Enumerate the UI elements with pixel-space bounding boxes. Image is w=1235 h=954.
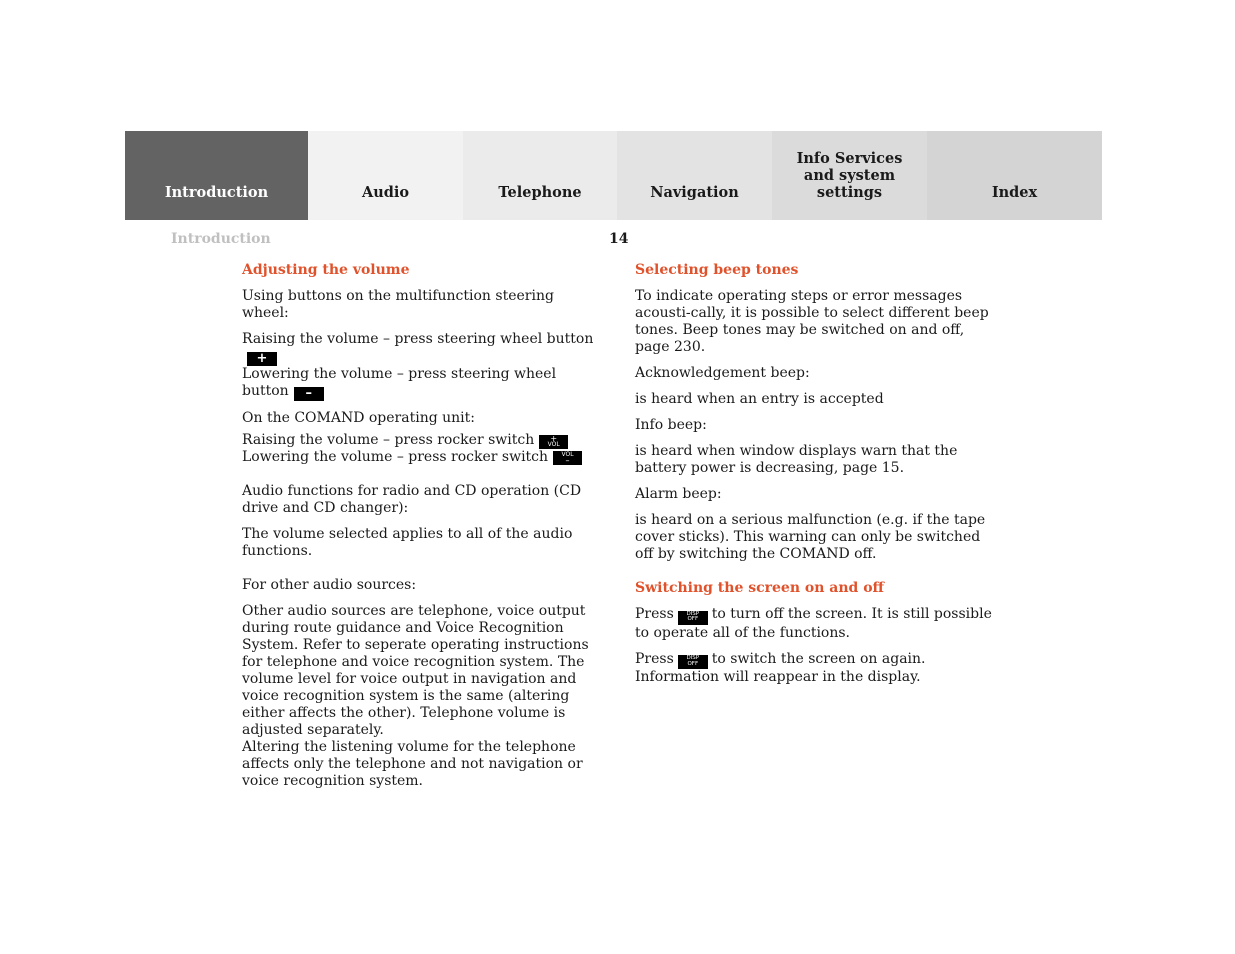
left-column [242, 262, 602, 790]
tab-telephone[interactable]: Telephone [463, 131, 617, 220]
paragraph: is heard on a serious malfunction (e.g. if the tape cover sticks). This warning can only be switched off by switching the COMAND off. [635, 512, 986, 562]
paragraph: Acknowledgement beep: [635, 365, 810, 381]
text: Press [635, 650, 674, 667]
tab-navigation[interactable]: Navigation [617, 131, 772, 220]
text: Lowering the volume – press steering wheel [242, 366, 557, 382]
paragraph: Altering the listening volume for the telephone affects only the telephone and not navigation or voice recognition system. [242, 739, 583, 789]
tab-introduction[interactable]: Introduction [125, 131, 308, 220]
text: Raising the volume – press steering wheel button [242, 331, 594, 347]
volume-up-rocker-icon: + VOL [539, 435, 568, 449]
minus-button-icon: – [294, 387, 324, 401]
page-number: 14 [609, 231, 629, 247]
disp-off-button-icon: DISP OFF [678, 611, 708, 625]
paragraph: Audio functions for radio and CD operation (CD drive and CD changer): [242, 483, 582, 516]
text: Press [635, 606, 674, 622]
section-name: Introduction [171, 231, 271, 247]
disp-off-button-icon: DISP OFF [678, 655, 708, 669]
tab-index[interactable]: Index [927, 131, 1102, 220]
chapter-tabs [125, 131, 1102, 220]
paragraph: Using buttons on the multifunction steering wheel: [242, 288, 554, 321]
paragraph [635, 651, 995, 687]
volume-down-rocker-icon: VOL – [553, 451, 582, 465]
tab-audio[interactable]: Audio [308, 131, 463, 220]
paragraph [242, 331, 602, 401]
heading-beep-tones: Selecting beep tones [635, 262, 799, 278]
paragraph [242, 432, 602, 466]
text: to switch the screen on again. Information will reappear in the display. [635, 650, 926, 685]
heading-adjusting-volume: Adjusting the volume [242, 262, 410, 278]
text: Raising the volume – press rocker switch [242, 432, 535, 448]
right-column [635, 262, 995, 686]
paragraph: Other audio sources are telephone, voice output during route guidance and Voice Recognition System. Refer to seperate operating instructions for telephone and voice recognition system. The volume level for voice output in navigation and voice recognition system is the same (altering either affects the other). Telephone volume is adjusted separately. [242, 603, 589, 738]
heading-screen-on-off: Switching the screen on and off [635, 580, 885, 596]
plus-button-icon: + [247, 352, 277, 366]
paragraph: is heard when an entry is accepted [635, 391, 884, 407]
paragraph: is heard when window displays warn that the battery power is decreasing, page 15. [635, 443, 958, 476]
paragraph: Alarm beep: [635, 486, 722, 502]
paragraph: On the COMAND operating unit: [242, 410, 475, 426]
paragraph: Info beep: [635, 417, 707, 433]
paragraph: For other audio sources: [242, 577, 417, 593]
tab-info-services-label: Info Services and system settings [796, 150, 903, 201]
tab-info-services[interactable] [772, 131, 927, 220]
text: Lowering the volume – press rocker switch [242, 449, 549, 465]
paragraph: The volume selected applies to all of the audio functions. [242, 526, 573, 559]
paragraph [635, 606, 995, 642]
text: to turn off the screen. It is still possible to operate all of the functions. [635, 606, 992, 641]
text: button [242, 383, 289, 399]
paragraph: To indicate operating steps or error messages acousti-cally, it is possible to select different beep tones. Beep tones may be switched on and off, page 230. [635, 288, 989, 355]
